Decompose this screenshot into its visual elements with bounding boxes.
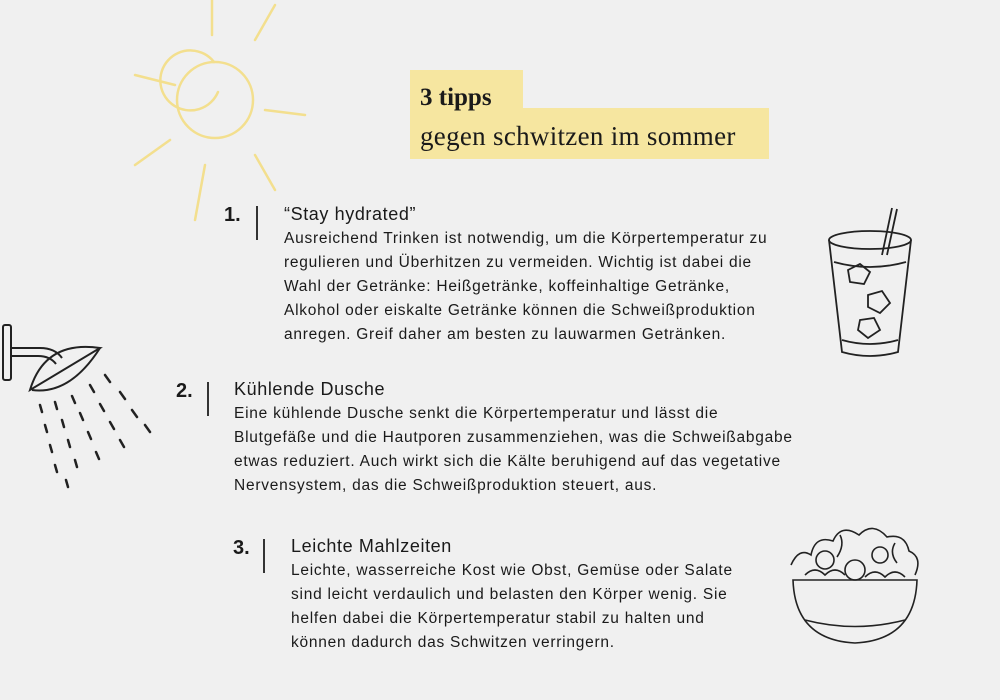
tip-3-line: sind leicht verdaulich und belasten den Körper wenig. Sie bbox=[291, 586, 728, 603]
shower-head-icon bbox=[0, 320, 160, 490]
tip-1-body bbox=[284, 227, 767, 347]
tip-1-line: Ausreichend Trinken ist notwendig, um die Körpertemperatur zu bbox=[284, 230, 768, 247]
tip-3-line: helfen dabei die Körpertemperatur stabil zu halten und bbox=[291, 610, 705, 627]
tip-3-line: Leichte, wasserreiche Kost wie Obst, Gemüse oder Salate bbox=[291, 562, 733, 579]
tip-2-line: Eine kühlende Dusche senkt die Körpertemperatur und lässt die bbox=[234, 405, 719, 422]
tip-1-number: 1. bbox=[224, 204, 241, 226]
tip-3-number: 3. bbox=[233, 537, 250, 559]
tip-1-line: anregen. Greif daher am besten zu lauwarmen Getränken. bbox=[284, 326, 727, 343]
drink-glass-icon bbox=[820, 200, 920, 365]
tip-2-divider bbox=[207, 382, 209, 416]
tip-3-body bbox=[291, 559, 733, 655]
tip-1-line: Alkohol oder eiskalte Getränke können die Schweißproduktion bbox=[284, 302, 756, 319]
tip-3-title: Leichte Mahlzeiten bbox=[291, 536, 452, 556]
tip-1-line: Wahl der Getränke: Heißgetränke, koffeinhaltige Getränke, bbox=[284, 278, 730, 295]
tip-2-title: Kühlende Dusche bbox=[234, 379, 386, 399]
salad-bowl-icon bbox=[785, 515, 925, 655]
tip-2-line: etwas reduziert. Auch wirkt sich die Kälte beruhigend auf das vegetative bbox=[234, 453, 781, 470]
tip-2-number: 2. bbox=[176, 380, 193, 402]
page-title: 3 tipps bbox=[420, 84, 492, 111]
tip-1-title: “Stay hydrated” bbox=[284, 204, 417, 224]
tip-2-line: Nervensystem, das die Schweißproduktion steuert, aus. bbox=[234, 477, 658, 494]
tip-3-divider bbox=[263, 539, 265, 573]
page-subtitle: gegen schwitzen im sommer bbox=[420, 121, 736, 151]
tip-2-line: Blutgefäße und die Hautporen zusammenziehen, was die Schweißabgabe bbox=[234, 429, 793, 446]
tip-3-line: können dadurch das Schwitzen verringern. bbox=[291, 634, 615, 651]
tip-1-line: regulieren und Überhitzen zu vermeiden. Wichtig ist dabei die bbox=[284, 254, 752, 271]
tip-2-body bbox=[234, 402, 793, 498]
tip-1-divider bbox=[256, 206, 258, 240]
sun-icon bbox=[90, 0, 330, 230]
